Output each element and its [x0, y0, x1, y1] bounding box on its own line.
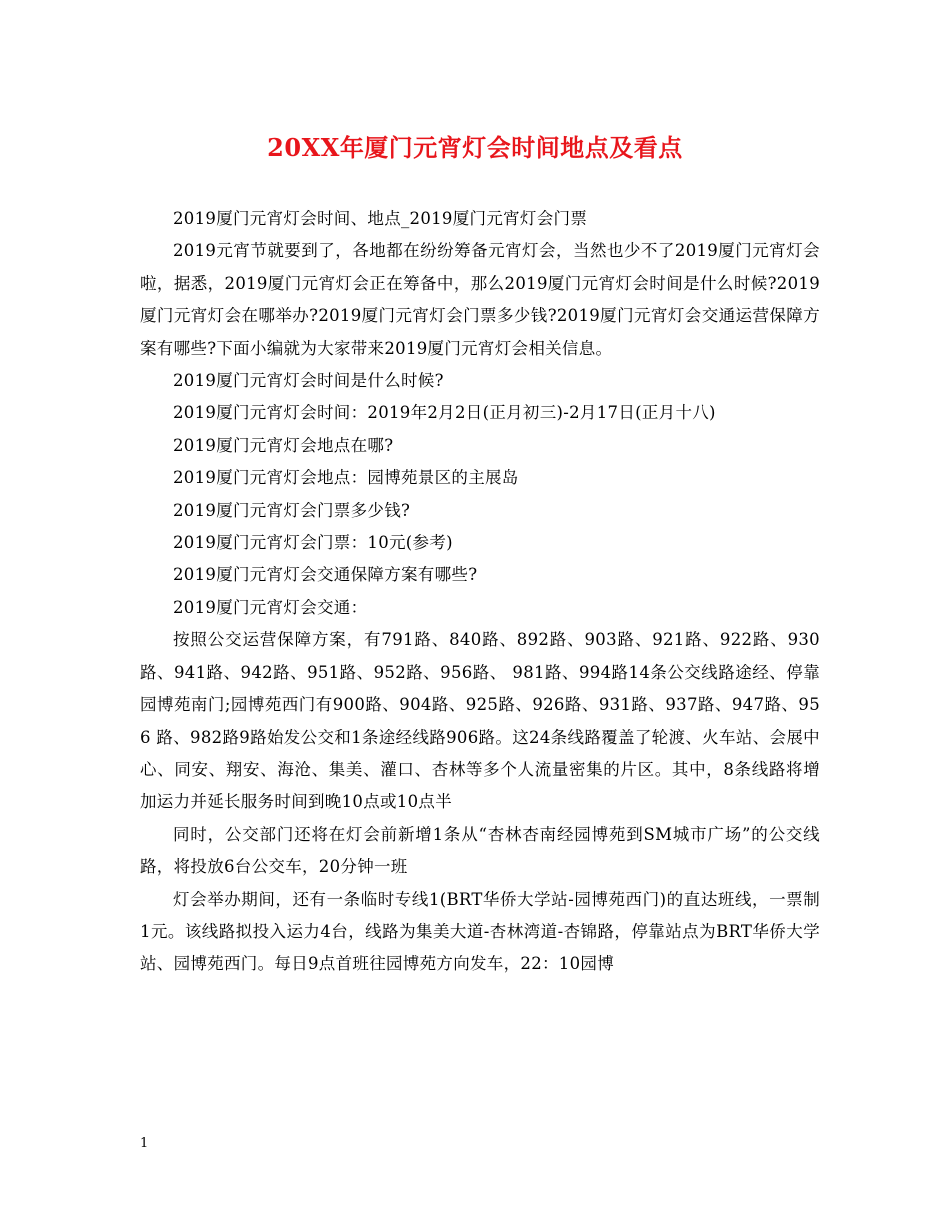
page-number: 1 — [140, 1136, 149, 1151]
paragraph-special-line: 灯会举办期间，还有一条临时专线1(BRT华侨大学站-园博苑西门)的直达班线，一票制1元。该线路拟投入运力4台，线路为集美大道-杏林湾道-杏锦路，停靠站点为BRT华侨大学站、园博苑西门。每日9点首班往园博苑方向发车，22：10园博 — [140, 889, 820, 974]
paragraph-intro: 2019元宵节就要到了，各地都在纷纷筹备元宵灯会，当然也少不了2019厦门元宵灯会啦，据悉，2019厦门元宵灯会正在筹备中，那么2019厦门元宵灯会时间是什么时候?2019厦门元宵灯会在哪举办?2019厦门元宵灯会门票多少钱?2019厦门元宵灯会交通运营保障方案有哪些?下面小编就为大家带来2019厦门元宵灯会相关信息。 — [140, 241, 820, 358]
paragraph-time-answer: 2019厦门元宵灯会时间：2019年2月2日(正月初三)-2月17日(正月十八) — [173, 403, 716, 423]
paragraph-traffic-question: 2019厦门元宵灯会交通保障方案有哪些? — [173, 565, 478, 585]
paragraph-location-question: 2019厦门元宵灯会地点在哪? — [173, 435, 394, 455]
paragraph-location-answer: 2019厦门元宵灯会地点：园博苑景区的主展岛 — [173, 468, 519, 488]
document-title: 20XX年厦门元宵灯会时间地点及看点 — [267, 133, 683, 162]
document-body — [140, 203, 820, 981]
paragraph-bus-routes: 按照公交运营保障方案，有791路、840路、892路、903路、921路、922路、930路、941路、942路、951路、952路、956路、 981路、994路14条公交线路途经、停靠园博苑南门;园博苑西门有900路、904路、925路、926路、931路、937路、947路、956 路、982路9路始发公交和1条途经线路906路。这24条线路覆盖了轮渡、火车站、会展中心、同安、翔安、海沧、集美、灌口、杏林等多个人流量密集的片区。其中，8条线路将增加运力并延长服务时间到晚10点或10点半 — [140, 630, 820, 812]
paragraph-new-route: 同时，公交部门还将在灯会前新增1条从“杏林杏南经园博苑到SM城市广场”的公交线路，将投放6台公交车，20分钟一班 — [140, 824, 820, 877]
paragraph-subtitle: 2019厦门元宵灯会时间、地点_2019厦门元宵灯会门票 — [173, 209, 588, 228]
paragraph-time-question: 2019厦门元宵灯会时间是什么时候? — [173, 371, 444, 391]
paragraph-ticket-answer: 2019厦门元宵灯会门票：10元(参考) — [173, 533, 453, 553]
paragraph-ticket-question: 2019厦门元宵灯会门票多少钱? — [173, 500, 411, 520]
paragraph-traffic-heading: 2019厦门元宵灯会交通： — [173, 597, 368, 617]
